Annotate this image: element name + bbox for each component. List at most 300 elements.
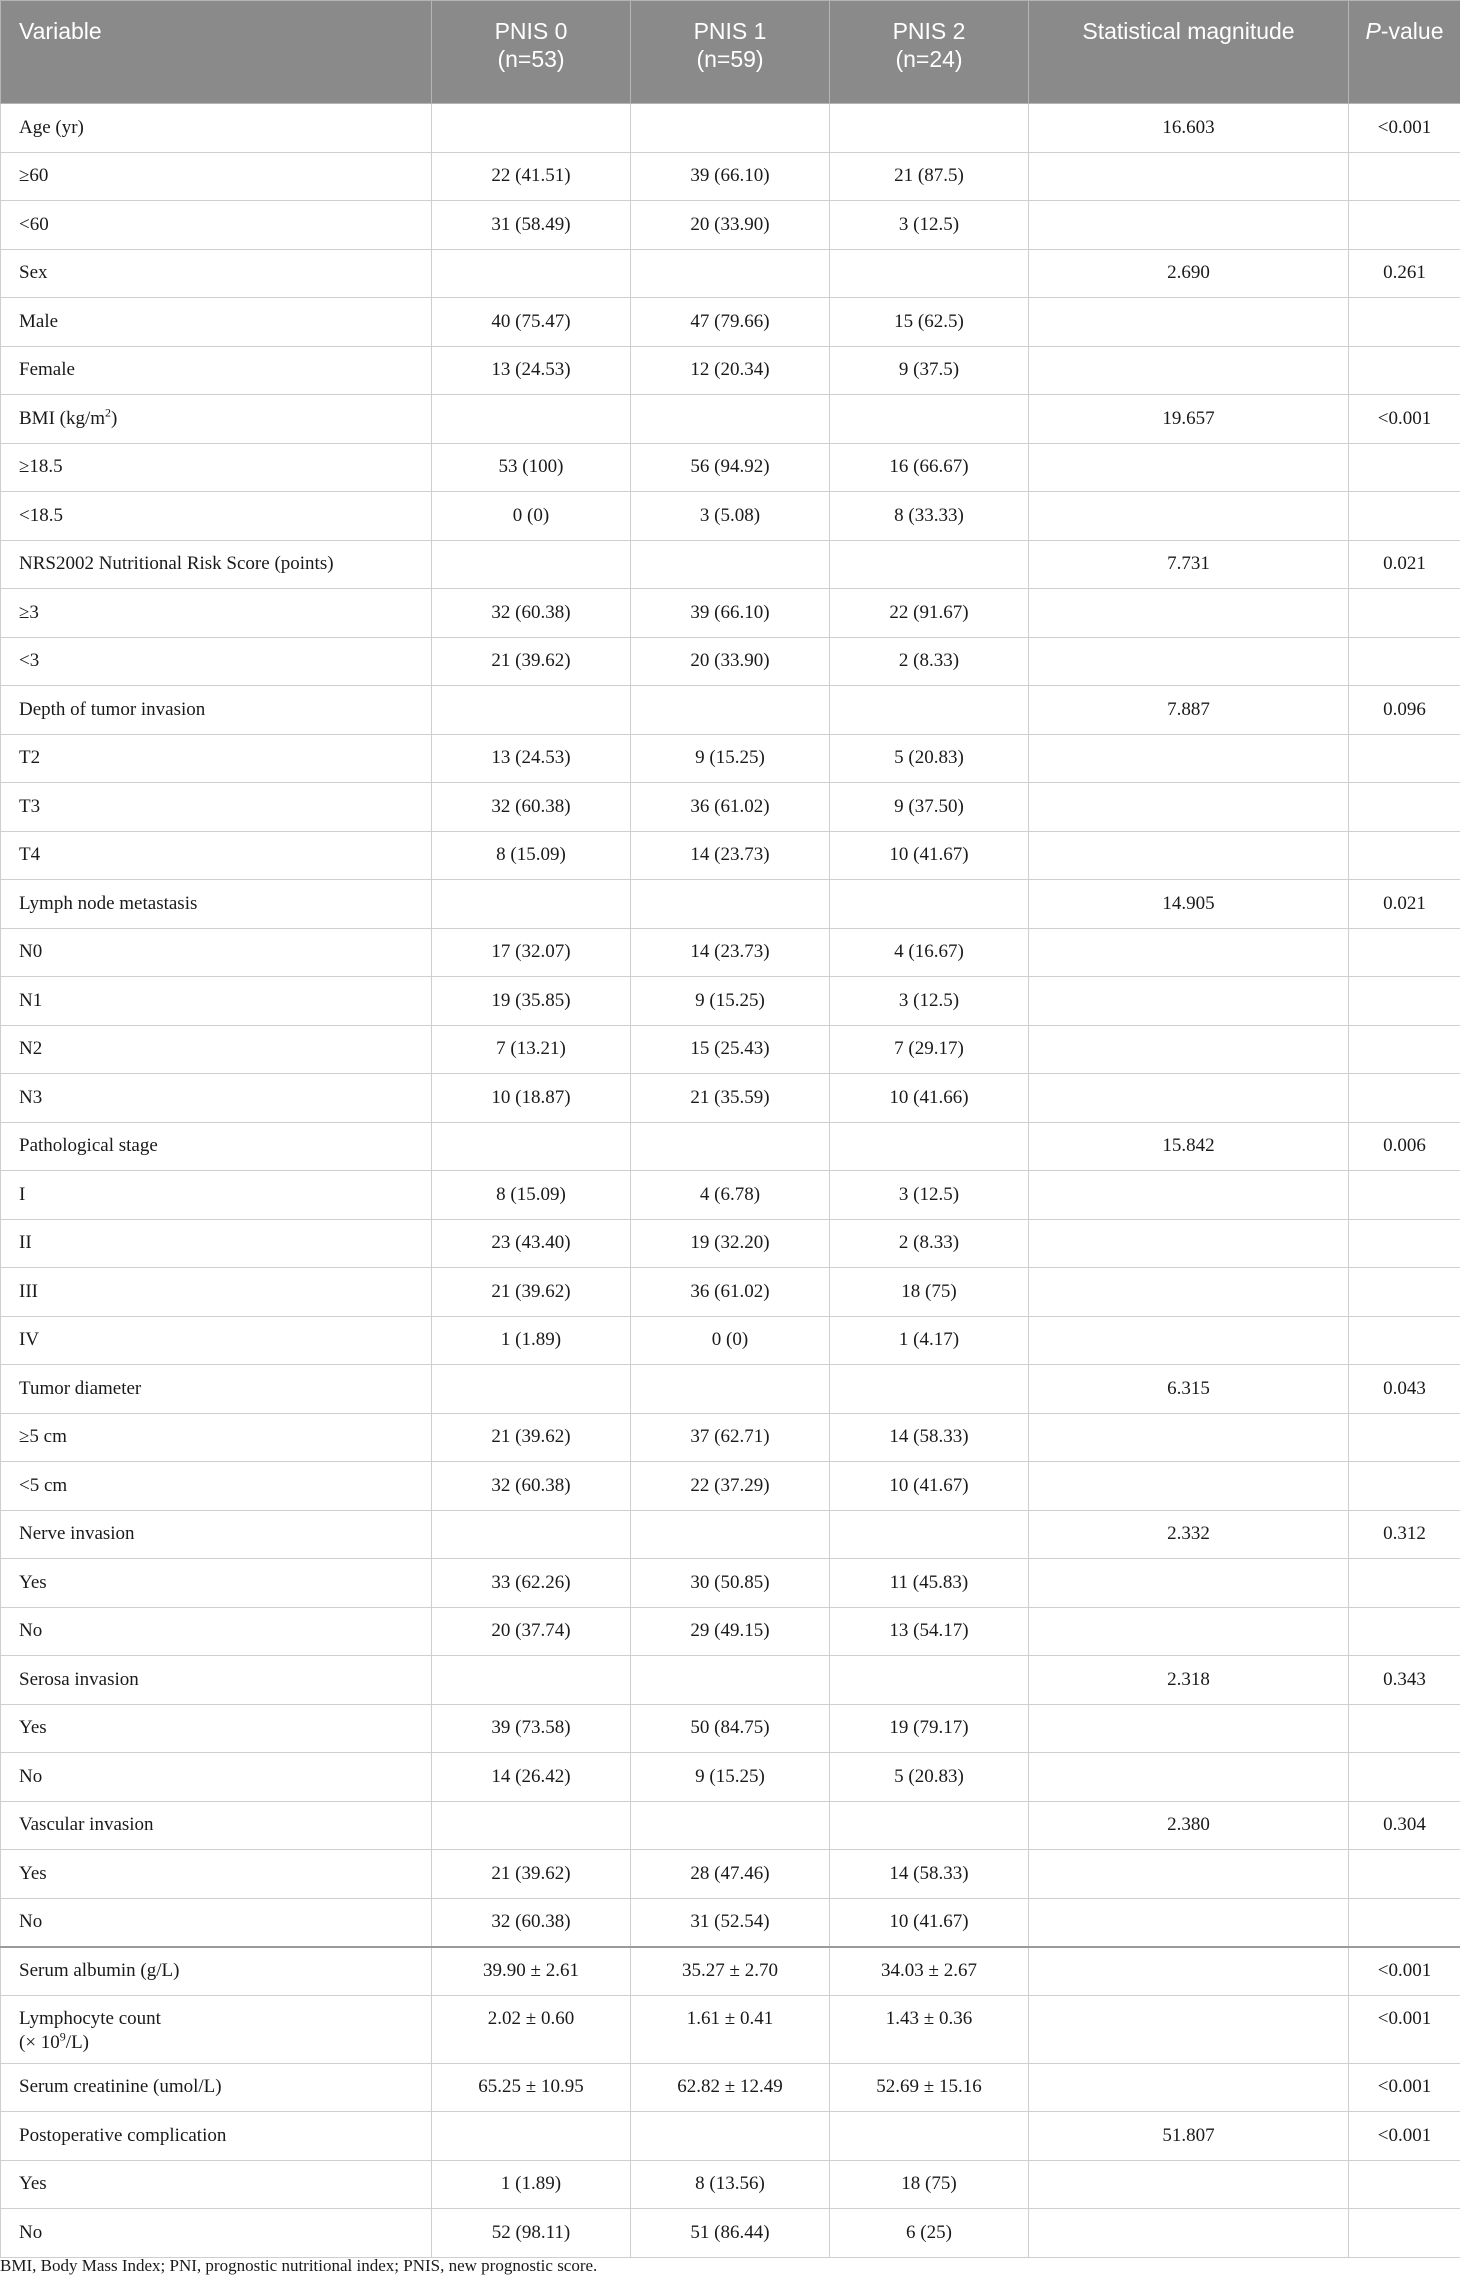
cell-statistical-magnitude	[1029, 1025, 1349, 1074]
cell-pnis1: 8 (13.56)	[631, 2160, 830, 2209]
cell-pnis2: 7 (29.17)	[830, 1025, 1029, 1074]
variable-label: Lymphocyte count	[19, 2007, 161, 2029]
cell-p-value: 0.261	[1349, 249, 1460, 298]
cell-statistical-magnitude	[1029, 2063, 1349, 2112]
variable-label: No	[19, 1911, 43, 1932]
table-row	[1, 831, 1460, 880]
cell-variable	[1, 1219, 432, 1268]
cell-variable	[1, 249, 432, 298]
cell-pnis1	[631, 1510, 830, 1559]
table-row	[1, 1898, 1460, 1947]
variable-label-end: )	[111, 407, 118, 429]
cell-pnis2: 19 (79.17)	[830, 1704, 1029, 1753]
cell-statistical-magnitude	[1029, 492, 1349, 541]
cell-pnis0	[432, 2112, 631, 2161]
cell-pnis0: 22 (41.51)	[432, 152, 631, 201]
cell-variable	[1, 831, 432, 880]
cell-pnis0: 17 (32.07)	[432, 928, 631, 977]
variable-label: T2	[19, 747, 41, 769]
cell-pnis1	[631, 1656, 830, 1705]
cell-statistical-magnitude	[1029, 1850, 1349, 1899]
table-row	[1, 1850, 1460, 1899]
table-row	[1, 2209, 1460, 2258]
variable-label: N1	[19, 989, 43, 1011]
cell-variable	[1, 637, 432, 686]
cell-variable	[1, 1898, 432, 1947]
cell-pnis2: 5 (20.83)	[830, 1753, 1029, 1802]
variable-label: Age (yr)	[19, 116, 84, 138]
cell-variable	[1, 540, 432, 589]
variable-label: Serum albumin (g/L)	[19, 1960, 180, 1981]
cell-p-value	[1349, 492, 1460, 541]
table-row	[1, 1122, 1460, 1171]
cell-statistical-magnitude: 16.603	[1029, 104, 1349, 153]
cell-pnis0: 13 (24.53)	[432, 346, 631, 395]
cell-statistical-magnitude	[1029, 1219, 1349, 1268]
cell-pnis0: 40 (75.47)	[432, 298, 631, 347]
cell-pnis1: 0 (0)	[631, 1316, 830, 1365]
cell-pnis2: 9 (37.5)	[830, 346, 1029, 395]
cell-p-value	[1349, 783, 1460, 832]
cell-pnis1	[631, 104, 830, 153]
cell-variable	[1, 2112, 432, 2161]
cell-pnis2: 4 (16.67)	[830, 928, 1029, 977]
table-row	[1, 637, 1460, 686]
table-row	[1, 880, 1460, 929]
cell-pnis1: 50 (84.75)	[631, 1704, 830, 1753]
cell-pnis1: 62.82 ± 12.49	[631, 2063, 830, 2112]
cell-variable	[1, 1753, 432, 1802]
cell-statistical-magnitude	[1029, 201, 1349, 250]
variable-label: N0	[19, 941, 43, 963]
cell-pnis1	[631, 540, 830, 589]
cell-p-value	[1349, 1898, 1460, 1947]
variable-label: <60	[19, 213, 49, 235]
header-p-rest: -value	[1380, 18, 1444, 44]
table-row	[1, 2160, 1460, 2209]
cell-p-value	[1349, 831, 1460, 880]
variable-label: No	[19, 1765, 43, 1787]
cell-pnis0: 65.25 ± 10.95	[432, 2063, 631, 2112]
cell-pnis1: 9 (15.25)	[631, 1753, 830, 1802]
variable-label: ≥3	[19, 601, 39, 623]
table-row	[1, 2063, 1460, 2112]
cell-pnis2: 3 (12.5)	[830, 1171, 1029, 1220]
cell-pnis1: 36 (61.02)	[631, 1268, 830, 1317]
variable-label: Serosa invasion	[19, 1668, 139, 1690]
cell-pnis2: 10 (41.67)	[830, 1898, 1029, 1947]
cell-pnis1: 39 (66.10)	[631, 152, 830, 201]
cell-p-value	[1349, 298, 1460, 347]
variable-label: ≥60	[19, 165, 49, 187]
table-row	[1, 1607, 1460, 1656]
table-row	[1, 395, 1460, 444]
variable-label: Depth of tumor invasion	[19, 698, 206, 720]
cell-pnis2	[830, 540, 1029, 589]
cell-pnis0: 19 (35.85)	[432, 977, 631, 1026]
cell-variable	[1, 589, 432, 638]
cell-pnis0: 13 (24.53)	[432, 734, 631, 783]
table-row	[1, 492, 1460, 541]
cell-pnis1: 9 (15.25)	[631, 734, 830, 783]
table-row	[1, 1510, 1460, 1559]
cell-pnis0: 8 (15.09)	[432, 831, 631, 880]
cell-statistical-magnitude	[1029, 346, 1349, 395]
cell-pnis2	[830, 1365, 1029, 1414]
table-row	[1, 928, 1460, 977]
cell-pnis2: 18 (75)	[830, 2160, 1029, 2209]
cell-pnis1: 47 (79.66)	[631, 298, 830, 347]
cell-pnis2: 3 (12.5)	[830, 201, 1029, 250]
cell-pnis2: 2 (8.33)	[830, 637, 1029, 686]
cell-variable	[1, 686, 432, 735]
header-pnis1-label: PNIS 1	[693, 18, 767, 44]
cell-p-value	[1349, 1025, 1460, 1074]
table-row	[1, 783, 1460, 832]
table-row	[1, 104, 1460, 153]
cell-pnis2: 1.43 ± 0.36	[830, 1995, 1029, 2063]
table-header	[1, 1, 1460, 104]
variable-label: Male	[19, 310, 59, 332]
header-row	[1, 1, 1460, 104]
cell-pnis1: 29 (49.15)	[631, 1607, 830, 1656]
table-row	[1, 1801, 1460, 1850]
table-row	[1, 540, 1460, 589]
cell-variable	[1, 1316, 432, 1365]
cell-p-value	[1349, 1850, 1460, 1899]
variable-label: Tumor diameter	[19, 1377, 142, 1399]
cell-p-value: 0.021	[1349, 880, 1460, 929]
cell-pnis1: 56 (94.92)	[631, 443, 830, 492]
variable-label-superscript: 9	[59, 2029, 66, 2044]
header-pnis1-n: (n=59)	[696, 46, 764, 72]
cell-pnis2: 5 (20.83)	[830, 734, 1029, 783]
cell-pnis2: 34.03 ± 2.67	[830, 1947, 1029, 1996]
cell-statistical-magnitude	[1029, 928, 1349, 977]
table-footnote: BMI, Body Mass Index; PNI, prognostic nutritional index; PNIS, new prognostic score.	[0, 2256, 598, 2275]
cell-statistical-magnitude	[1029, 589, 1349, 638]
cell-variable	[1, 1607, 432, 1656]
cell-statistical-magnitude: 6.315	[1029, 1365, 1349, 1414]
header-pnis0-n: (n=53)	[497, 46, 565, 72]
cell-statistical-magnitude	[1029, 637, 1349, 686]
cell-pnis1: 31 (52.54)	[631, 1898, 830, 1947]
variable-label: Serum creatinine (umol/L)	[19, 2076, 222, 2098]
variable-label: IV	[19, 1329, 40, 1351]
cell-pnis0: 21 (39.62)	[432, 1268, 631, 1317]
cell-pnis2	[830, 249, 1029, 298]
cell-pnis0: 39 (73.58)	[432, 1704, 631, 1753]
cell-variable	[1, 1510, 432, 1559]
cell-pnis2: 16 (66.67)	[830, 443, 1029, 492]
table-row	[1, 443, 1460, 492]
cell-pnis0: 2.02 ± 0.60	[432, 1995, 631, 2063]
cell-pnis0	[432, 686, 631, 735]
cell-pnis1	[631, 686, 830, 735]
cell-p-value: 0.006	[1349, 1122, 1460, 1171]
cell-p-value	[1349, 443, 1460, 492]
cell-variable	[1, 1462, 432, 1511]
variable-label: ≥18.5	[19, 456, 63, 478]
cell-p-value	[1349, 2209, 1460, 2258]
cell-p-value: 0.343	[1349, 1656, 1460, 1705]
cell-p-value: 0.021	[1349, 540, 1460, 589]
cell-pnis2	[830, 686, 1029, 735]
cell-statistical-magnitude	[1029, 1995, 1349, 2063]
table-row	[1, 734, 1460, 783]
cell-statistical-magnitude	[1029, 1704, 1349, 1753]
variable-label: No	[19, 2221, 43, 2243]
cell-variable	[1, 977, 432, 1026]
cell-statistical-magnitude: 2.690	[1029, 249, 1349, 298]
cell-variable	[1, 1365, 432, 1414]
cell-variable	[1, 2063, 432, 2112]
table-row	[1, 1947, 1460, 1996]
table-row	[1, 1413, 1460, 1462]
cell-statistical-magnitude	[1029, 1559, 1349, 1608]
cell-statistical-magnitude	[1029, 1753, 1349, 1802]
table-row	[1, 1268, 1460, 1317]
cell-variable	[1, 783, 432, 832]
cell-statistical-magnitude	[1029, 734, 1349, 783]
variable-label: II	[19, 1232, 32, 1254]
cell-statistical-magnitude: 15.842	[1029, 1122, 1349, 1171]
cell-variable	[1, 104, 432, 153]
cell-pnis2: 3 (12.5)	[830, 977, 1029, 1026]
variable-label: T3	[19, 795, 41, 817]
cell-variable	[1, 1074, 432, 1123]
cell-statistical-magnitude: 2.380	[1029, 1801, 1349, 1850]
cell-statistical-magnitude: 19.657	[1029, 395, 1349, 444]
cell-p-value: 0.096	[1349, 686, 1460, 735]
cell-pnis1: 21 (35.59)	[631, 1074, 830, 1123]
cell-p-value	[1349, 1607, 1460, 1656]
cell-variable	[1, 1025, 432, 1074]
cell-statistical-magnitude	[1029, 1947, 1349, 1996]
cell-pnis1	[631, 2112, 830, 2161]
cell-variable	[1, 1171, 432, 1220]
cell-pnis0	[432, 104, 631, 153]
cell-p-value: <0.001	[1349, 2063, 1460, 2112]
cell-pnis2: 21 (87.5)	[830, 152, 1029, 201]
cell-p-value: <0.001	[1349, 104, 1460, 153]
cell-pnis2	[830, 880, 1029, 929]
cell-p-value	[1349, 589, 1460, 638]
variable-label-unit: (× 10	[19, 2031, 60, 2053]
cell-pnis1: 1.61 ± 0.41	[631, 1995, 830, 2063]
cell-statistical-magnitude	[1029, 1074, 1349, 1123]
header-pnis2	[830, 1, 1029, 104]
header-pnis1	[631, 1, 830, 104]
cell-pnis1: 36 (61.02)	[631, 783, 830, 832]
table-row	[1, 1995, 1460, 2063]
cell-statistical-magnitude: 2.332	[1029, 1510, 1349, 1559]
header-pnis2-n: (n=24)	[895, 46, 963, 72]
cell-pnis1: 37 (62.71)	[631, 1413, 830, 1462]
cell-variable	[1, 1850, 432, 1899]
cell-pnis2: 1 (4.17)	[830, 1316, 1029, 1365]
cell-p-value	[1349, 346, 1460, 395]
variable-label: Yes	[19, 2173, 47, 2195]
table-row	[1, 1656, 1460, 1705]
cell-pnis0: 7 (13.21)	[432, 1025, 631, 1074]
cell-p-value: 0.304	[1349, 1801, 1460, 1850]
variable-label-superscript: 2	[105, 405, 112, 420]
cell-variable	[1, 1656, 432, 1705]
cell-statistical-magnitude	[1029, 1171, 1349, 1220]
cell-pnis1: 15 (25.43)	[631, 1025, 830, 1074]
header-p-value	[1349, 1, 1460, 104]
cell-pnis0: 33 (62.26)	[432, 1559, 631, 1608]
cell-variable	[1, 201, 432, 250]
cell-p-value	[1349, 1074, 1460, 1123]
cell-p-value: <0.001	[1349, 2112, 1460, 2161]
cell-pnis1: 20 (33.90)	[631, 201, 830, 250]
cell-p-value	[1349, 928, 1460, 977]
cell-statistical-magnitude	[1029, 1607, 1349, 1656]
cell-variable	[1, 346, 432, 395]
cell-pnis2: 9 (37.50)	[830, 783, 1029, 832]
cell-p-value: <0.001	[1349, 1995, 1460, 2063]
variable-label: <5 cm	[19, 1474, 68, 1496]
table-row	[1, 298, 1460, 347]
cell-pnis2	[830, 2112, 1029, 2161]
variable-label: NRS2002 Nutritional Risk Score (points)	[19, 553, 334, 575]
table-row	[1, 977, 1460, 1026]
table-row	[1, 686, 1460, 735]
cell-statistical-magnitude	[1029, 1316, 1349, 1365]
header-statistical-magnitude: Statistical magnitude	[1029, 1, 1349, 104]
table-row	[1, 1704, 1460, 1753]
table-row	[1, 1025, 1460, 1074]
cell-p-value	[1349, 201, 1460, 250]
header-pnis0-label: PNIS 0	[494, 18, 568, 44]
variable-label: Yes	[19, 1717, 47, 1739]
cell-pnis0	[432, 1801, 631, 1850]
cell-p-value	[1349, 1753, 1460, 1802]
cell-variable	[1, 880, 432, 929]
cell-pnis1	[631, 1365, 830, 1414]
cell-variable	[1, 395, 432, 444]
cell-pnis0: 0 (0)	[432, 492, 631, 541]
cell-pnis1: 14 (23.73)	[631, 928, 830, 977]
cell-pnis0	[432, 249, 631, 298]
cell-pnis0: 14 (26.42)	[432, 1753, 631, 1802]
cell-p-value: <0.001	[1349, 1947, 1460, 1996]
cell-p-value	[1349, 1559, 1460, 1608]
cell-pnis0: 21 (39.62)	[432, 637, 631, 686]
cell-variable	[1, 1268, 432, 1317]
cell-variable	[1, 928, 432, 977]
cell-pnis2	[830, 104, 1029, 153]
cell-statistical-magnitude: 14.905	[1029, 880, 1349, 929]
cell-pnis0	[432, 540, 631, 589]
cell-statistical-magnitude	[1029, 831, 1349, 880]
cell-variable	[1, 443, 432, 492]
cell-statistical-magnitude	[1029, 977, 1349, 1026]
cell-pnis2	[830, 1122, 1029, 1171]
cell-pnis0	[432, 1122, 631, 1171]
cell-variable	[1, 734, 432, 783]
cell-pnis0: 10 (18.87)	[432, 1074, 631, 1123]
cell-pnis1	[631, 395, 830, 444]
cell-pnis2	[830, 1801, 1029, 1850]
cell-pnis1: 28 (47.46)	[631, 1850, 830, 1899]
cell-pnis0: 21 (39.62)	[432, 1850, 631, 1899]
cell-p-value	[1349, 1171, 1460, 1220]
cell-pnis2: 10 (41.67)	[830, 831, 1029, 880]
variable-label: N2	[19, 1038, 43, 1060]
table-row	[1, 249, 1460, 298]
cell-pnis2: 14 (58.33)	[830, 1850, 1029, 1899]
cell-pnis1: 30 (50.85)	[631, 1559, 830, 1608]
cell-pnis1: 22 (37.29)	[631, 1462, 830, 1511]
cell-variable	[1, 492, 432, 541]
cell-variable	[1, 1122, 432, 1171]
cell-statistical-magnitude	[1029, 1268, 1349, 1317]
cell-p-value	[1349, 1268, 1460, 1317]
cell-pnis0: 31 (58.49)	[432, 201, 631, 250]
cell-pnis0: 20 (37.74)	[432, 1607, 631, 1656]
cell-p-value	[1349, 734, 1460, 783]
cell-p-value	[1349, 1413, 1460, 1462]
cell-pnis1: 20 (33.90)	[631, 637, 830, 686]
cell-pnis1: 14 (23.73)	[631, 831, 830, 880]
cell-pnis0: 52 (98.11)	[432, 2209, 631, 2258]
variable-label-unit-end: /L)	[65, 2031, 90, 2053]
variable-label: Pathological stage	[19, 1135, 158, 1157]
table-row	[1, 152, 1460, 201]
cell-statistical-magnitude	[1029, 298, 1349, 347]
header-pnis0	[432, 1, 631, 104]
variable-label: Nerve invasion	[19, 1523, 135, 1545]
cell-pnis1: 35.27 ± 2.70	[631, 1947, 830, 1996]
variable-label: Postoperative complication	[19, 2124, 227, 2146]
table-row	[1, 1753, 1460, 1802]
variable-label: T4	[19, 844, 41, 866]
cell-variable	[1, 2160, 432, 2209]
variable-label: Sex	[19, 262, 48, 284]
cell-pnis1: 39 (66.10)	[631, 589, 830, 638]
cell-pnis0: 32 (60.38)	[432, 1898, 631, 1947]
cell-statistical-magnitude	[1029, 2160, 1349, 2209]
cell-statistical-magnitude	[1029, 152, 1349, 201]
cell-pnis1: 9 (15.25)	[631, 977, 830, 1026]
cell-p-value: <0.001	[1349, 395, 1460, 444]
cell-pnis2: 22 (91.67)	[830, 589, 1029, 638]
table-row	[1, 346, 1460, 395]
variable-label: Yes	[19, 1862, 47, 1884]
cell-pnis2	[830, 1510, 1029, 1559]
cell-variable	[1, 1995, 432, 2063]
cell-variable	[1, 1704, 432, 1753]
cell-statistical-magnitude	[1029, 1462, 1349, 1511]
cell-p-value	[1349, 1462, 1460, 1511]
cell-pnis0: 1 (1.89)	[432, 2160, 631, 2209]
header-pnis2-label: PNIS 2	[892, 18, 966, 44]
cell-statistical-magnitude: 51.807	[1029, 2112, 1349, 2161]
cell-variable	[1, 2209, 432, 2258]
cell-pnis2: 11 (45.83)	[830, 1559, 1029, 1608]
cell-pnis2: 52.69 ± 15.16	[830, 2063, 1029, 2112]
variable-label: Yes	[19, 1571, 47, 1593]
cell-variable	[1, 1947, 432, 1996]
cell-p-value	[1349, 1316, 1460, 1365]
table-body	[1, 104, 1460, 2258]
cell-pnis0	[432, 880, 631, 929]
cell-pnis2: 10 (41.66)	[830, 1074, 1029, 1123]
cell-pnis2: 15 (62.5)	[830, 298, 1029, 347]
